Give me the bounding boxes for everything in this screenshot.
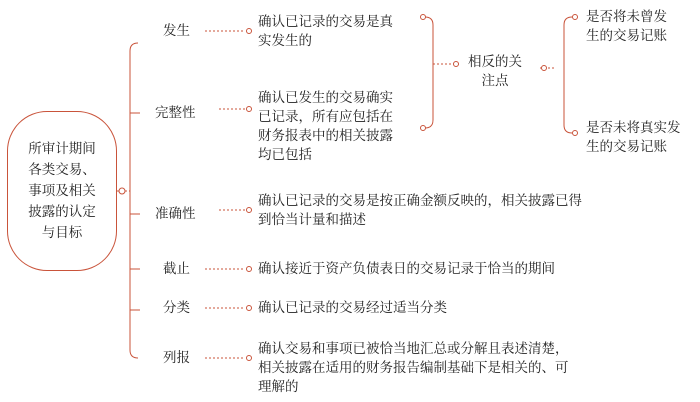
description-classification	[258, 299, 447, 318]
description-line: 确认接近于资产负债表日的交易记录于恰当的期间	[258, 261, 555, 277]
description-line: 财务报表中的相关披露	[258, 128, 393, 144]
description-line: 确认交易和事项已被恰当地汇总或分解且表述清楚，	[258, 341, 569, 357]
contrast-item-line: 生的交易记账	[586, 139, 667, 155]
contrast-item-unrecorded-real	[586, 119, 681, 157]
description-line: 已记录，所有应包括在	[258, 109, 393, 125]
description-line: 均已包括	[258, 147, 312, 163]
assertion-label-presentation: 列报	[163, 350, 190, 366]
description-line: 到恰当计量和描述	[258, 212, 366, 228]
description-line: 相关披露在适用的财务报告编制基础下是相关的、可	[258, 360, 569, 376]
root-node	[7, 111, 117, 271]
branch-spine	[130, 43, 138, 358]
assertion-label-classification: 分类	[163, 300, 190, 316]
contrast-item-line: 是否将未曾发	[586, 9, 667, 25]
contrast-bracket	[425, 17, 433, 128]
assertion-label-occurrence: 发生	[163, 23, 190, 39]
assertion-label-completeness: 完整性	[155, 105, 196, 121]
description-line: 理解的	[258, 379, 299, 395]
contrast-label-line: 相反的关	[468, 54, 522, 70]
description-line: 确认已记录的交易是真	[258, 14, 393, 30]
description-completeness	[258, 89, 393, 165]
assertion-label-cutoff: 截止	[163, 261, 190, 277]
assertion-label-accuracy: 准确性	[155, 206, 196, 222]
description-line: 确认已记录的交易是按正确金额反映的，相关披露已得	[258, 193, 582, 209]
description-occurrence	[258, 13, 393, 51]
items-bracket	[564, 17, 572, 133]
contrast-item-unrecorded-fictitious	[586, 8, 667, 46]
description-line: 确认已发生的交易确实	[258, 90, 393, 106]
description-line: 确认已记录的交易经过适当分类	[258, 300, 447, 316]
root-label: 所审计期间各类交易、事项及相关披露的认定与目标	[28, 140, 96, 241]
contrast-label-line: 注点	[481, 73, 509, 89]
contrast-label	[468, 53, 522, 91]
description-cutoff	[258, 260, 555, 279]
description-accuracy	[258, 192, 582, 230]
description-presentation	[258, 340, 569, 397]
contrast-item-line: 是否未将真实发	[586, 120, 681, 136]
contrast-item-line: 生的交易记账	[586, 28, 667, 44]
description-line: 实发生的	[258, 33, 312, 49]
